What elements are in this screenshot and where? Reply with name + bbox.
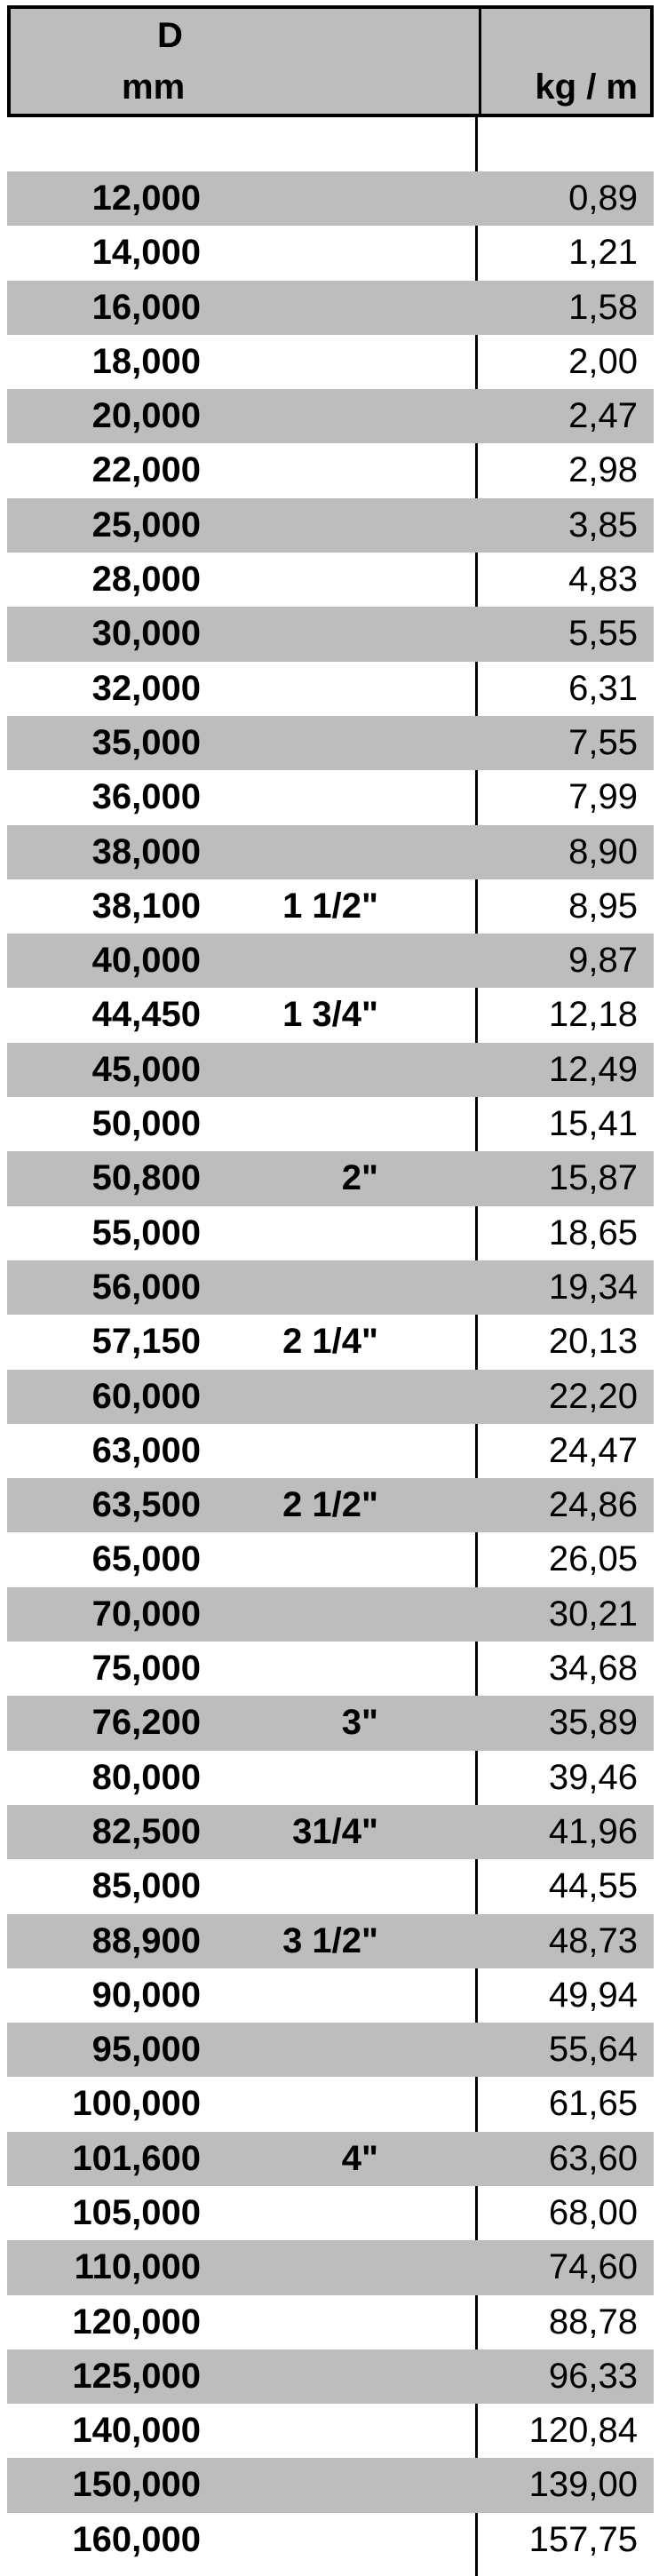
weight-cell: 20,13	[548, 1322, 638, 1362]
diameter-cell: 44,450	[91, 995, 201, 1035]
diameter-cell: 57,150	[91, 1322, 201, 1362]
weight-cell: 9,87	[568, 941, 638, 981]
weight-cell: 5,55	[568, 614, 638, 654]
weight-cell: 2,47	[568, 396, 638, 436]
diameter-cell: 55,000	[91, 1212, 201, 1252]
diameter-cell: 65,000	[91, 1539, 201, 1579]
table-row	[7, 226, 654, 280]
weight-cell: 68,00	[548, 2192, 638, 2232]
header-column-divider	[479, 5, 481, 117]
weight-cell: 88,78	[548, 2302, 638, 2341]
diameter-cell: 105,000	[72, 2192, 201, 2232]
diameter-cell: 120,000	[72, 2302, 201, 2341]
diameter-cell: 45,000	[91, 1049, 201, 1089]
table-row	[7, 1805, 654, 1859]
table-row	[7, 171, 654, 226]
diameter-cell: 125,000	[72, 2356, 201, 2396]
weight-cell: 44,55	[548, 1866, 638, 1906]
diameter-cell: 101,600	[72, 2138, 201, 2178]
weight-cell: 4,83	[568, 560, 638, 600]
weight-cell: 24,47	[548, 1430, 638, 1470]
diameter-header-label: D	[157, 16, 183, 55]
weight-cell: 39,46	[548, 1757, 638, 1797]
weight-cell: 22,20	[548, 1376, 638, 1416]
weight-cell: 7,55	[568, 722, 638, 762]
weight-cell: 12,49	[548, 1049, 638, 1089]
table-header	[7, 5, 654, 117]
inch-cell: 3 1/2"	[282, 1920, 378, 1960]
diameter-cell: 22,000	[91, 450, 201, 490]
table-row	[7, 1968, 654, 2023]
diameter-cell: 63,500	[91, 1485, 201, 1525]
inch-cell: 1 3/4"	[282, 995, 378, 1035]
diameter-cell: 25,000	[91, 505, 201, 545]
weight-cell: 0,89	[568, 179, 638, 218]
table-row	[7, 1424, 654, 1478]
diameter-cell: 63,000	[91, 1430, 201, 1470]
table-row	[7, 389, 654, 443]
diameter-cell: 100,000	[72, 2084, 201, 2124]
table-row	[7, 1151, 654, 1205]
table-row	[7, 1859, 654, 1913]
diameter-cell: 160,000	[72, 2519, 201, 2559]
diameter-cell: 38,000	[91, 831, 201, 871]
diameter-cell: 50,000	[91, 1104, 201, 1144]
diameter-cell: 110,000	[74, 2247, 201, 2287]
table-body	[7, 171, 654, 2567]
table-row	[7, 2404, 654, 2458]
table-row	[7, 443, 654, 497]
inch-cell: 2"	[341, 1158, 378, 1198]
inch-cell: 2 1/2"	[282, 1485, 378, 1525]
weight-cell: 63,60	[548, 2138, 638, 2178]
weight-cell: 34,68	[548, 1649, 638, 1689]
table-row	[7, 2240, 654, 2294]
weight-cell: 74,60	[548, 2247, 638, 2287]
table-row	[7, 770, 654, 824]
table-row	[7, 1914, 654, 1968]
weight-cell: 8,90	[568, 831, 638, 871]
table-row	[7, 498, 654, 553]
diameter-cell: 70,000	[91, 1594, 201, 1634]
table-row	[7, 879, 654, 934]
table-row	[7, 1751, 654, 1805]
weight-cell: 96,33	[548, 2356, 638, 2396]
table-row	[7, 716, 654, 770]
table-row	[7, 2186, 654, 2240]
table-row	[7, 1097, 654, 1151]
weight-cell: 7,99	[568, 777, 638, 817]
diameter-cell: 85,000	[91, 1866, 201, 1906]
weight-cell: 15,87	[548, 1158, 638, 1198]
weight-cell: 120,84	[528, 2411, 638, 2451]
diameter-cell: 36,000	[91, 777, 201, 817]
weight-cell: 18,65	[548, 1212, 638, 1252]
weight-cell: 49,94	[548, 1975, 638, 2015]
weight-cell: 55,64	[548, 2030, 638, 2070]
diameter-unit-label: mm	[122, 68, 186, 107]
table-row	[7, 553, 654, 607]
table-row	[7, 2132, 654, 2186]
weight-cell: 2,98	[568, 450, 638, 490]
weight-cell: 6,31	[568, 668, 638, 708]
diameter-cell: 95,000	[91, 2030, 201, 2070]
diameter-cell: 32,000	[91, 668, 201, 708]
weight-cell: 30,21	[548, 1594, 638, 1634]
table-row	[7, 934, 654, 988]
diameter-cell: 28,000	[91, 560, 201, 600]
diameter-cell: 60,000	[91, 1376, 201, 1416]
weight-cell: 35,89	[548, 1703, 638, 1743]
weight-cell: 48,73	[548, 1920, 638, 1960]
table-row	[7, 1532, 654, 1586]
weight-header-label: kg / m	[535, 68, 638, 107]
table-row	[7, 2077, 654, 2131]
inch-cell: 1 1/2"	[282, 886, 378, 926]
table-row	[7, 2458, 654, 2512]
inch-cell: 4"	[341, 2138, 378, 2178]
weight-cell: 139,00	[528, 2465, 638, 2505]
diameter-cell: 14,000	[91, 233, 201, 273]
diameter-cell: 35,000	[91, 722, 201, 762]
weight-cell: 24,86	[548, 1485, 638, 1525]
weight-cell: 2,00	[568, 341, 638, 381]
diameter-cell: 16,000	[91, 287, 201, 327]
diameter-cell: 75,000	[91, 1649, 201, 1689]
table-row	[7, 1696, 654, 1750]
diameter-cell: 150,000	[72, 2465, 201, 2505]
diameter-cell: 40,000	[91, 941, 201, 981]
diameter-cell: 30,000	[91, 614, 201, 654]
table-row	[7, 1478, 654, 1532]
table-row	[7, 1370, 654, 1424]
weight-cell: 1,21	[568, 233, 638, 273]
table-row	[7, 2295, 654, 2349]
diameter-cell: 38,100	[91, 886, 201, 926]
diameter-cell: 20,000	[91, 396, 201, 436]
table-row	[7, 607, 654, 661]
diameter-cell: 56,000	[91, 1267, 201, 1307]
weight-cell: 41,96	[548, 1811, 638, 1851]
table-row	[7, 825, 654, 879]
table-row	[7, 2023, 654, 2077]
diameter-cell: 76,200	[91, 1703, 201, 1743]
table-row	[7, 1260, 654, 1315]
weight-cell: 157,75	[528, 2519, 638, 2559]
weight-cell: 61,65	[548, 2084, 638, 2124]
table-row	[7, 1206, 654, 1260]
table-row	[7, 335, 654, 389]
diameter-cell: 90,000	[91, 1975, 201, 2015]
weight-cell: 15,41	[548, 1104, 638, 1144]
table-row	[7, 281, 654, 335]
diameter-cell: 88,900	[91, 1920, 201, 1960]
weight-cell: 26,05	[548, 1539, 638, 1579]
diameter-cell: 82,500	[91, 1811, 201, 1851]
table-row	[7, 1315, 654, 1369]
inch-cell: 3"	[341, 1703, 378, 1743]
inch-cell: 2 1/4"	[282, 1322, 378, 1362]
weight-cell: 8,95	[568, 886, 638, 926]
weight-cell: 12,18	[548, 995, 638, 1035]
inch-cell: 31/4"	[292, 1811, 378, 1851]
table-row	[7, 2513, 654, 2567]
table-row	[7, 988, 654, 1042]
diameter-cell: 140,000	[72, 2411, 201, 2451]
table-row	[7, 1587, 654, 1642]
table-row	[7, 662, 654, 716]
table-row	[7, 2349, 654, 2404]
diameter-cell: 12,000	[91, 179, 201, 218]
weight-cell: 3,85	[568, 505, 638, 545]
table-row	[7, 1043, 654, 1097]
table-row	[7, 1642, 654, 1696]
diameter-cell: 18,000	[91, 341, 201, 381]
diameter-cell: 80,000	[91, 1757, 201, 1797]
weight-cell: 1,58	[568, 287, 638, 327]
weight-cell: 19,34	[548, 1267, 638, 1307]
diameter-cell: 50,800	[91, 1158, 201, 1198]
